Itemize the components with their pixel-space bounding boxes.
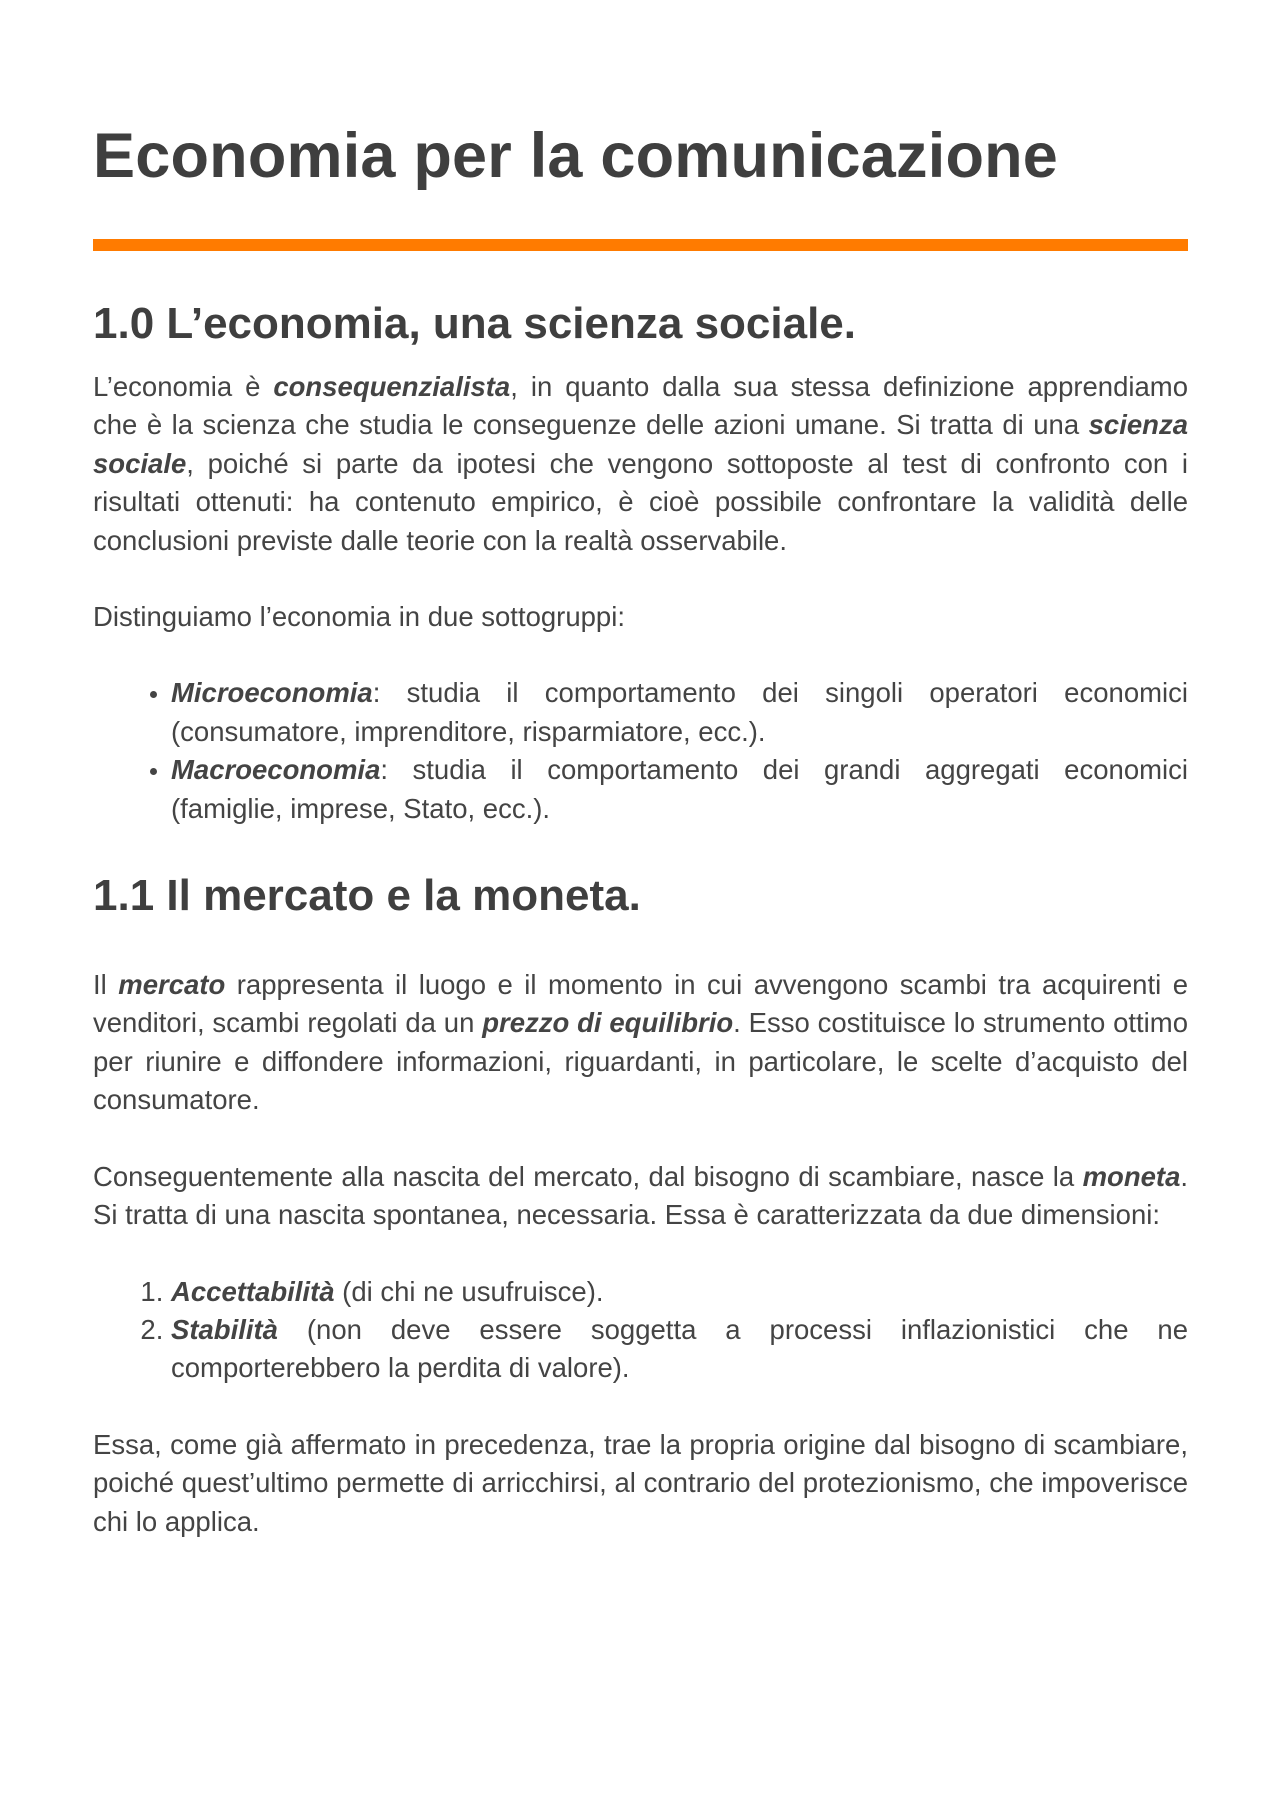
list-item-text: : studia il comportamento dei singoli operatori economici (consumatore, imprenditore, risparmiatore, ecc.). — [171, 677, 1188, 747]
emphasis-term: Accettabilità — [171, 1275, 335, 1307]
list-item-macroeconomia — [171, 751, 1188, 828]
text-segment: Conseguentemente alla nascita del mercato, dal bisogno di scambiare, nasce la — [93, 1160, 1083, 1192]
bullet-list-sottogruppi — [93, 674, 1188, 828]
emphasis-term: consequenzialista — [273, 371, 511, 402]
text-segment: . Esso costituisce lo strumento ottimo per riunire e diffondere informazioni, riguardanti, in particolare, le scelte d’acquisto del consumatore. — [93, 1007, 1188, 1116]
text-segment: Il — [93, 969, 119, 1001]
emphasis-term: prezzo di equilibrio — [482, 1007, 734, 1039]
document-title: Economia per la comunicazione — [93, 121, 1059, 191]
emphasis-term: moneta — [1082, 1160, 1181, 1192]
paragraph-moneta — [93, 1158, 1188, 1235]
text-segment: rappresenta il luogo e il momento in cui avvengono scambi tra acquirenti e venditori, scambi regolati da un — [93, 969, 1188, 1039]
list-item-accettabilita — [171, 1273, 1188, 1311]
paragraph-economia-definizione — [93, 368, 1188, 560]
numbered-list-dimensioni — [93, 1273, 1188, 1388]
emphasis-term: Macroeconomia — [171, 754, 381, 786]
paragraph-sottogruppi: Distinguiamo l’economia in due sottogruppi: — [93, 601, 625, 633]
title-divider — [93, 239, 1188, 251]
emphasis-term: scienza sociale — [93, 409, 1188, 479]
text-segment: , in quanto dalla sua stessa definizione apprendiamo che è la scienza che studia le conseguenze delle azioni umane. Si tratta di una — [93, 371, 1189, 441]
section-heading-1-0: 1.0 L’economia, una scienza sociale. — [93, 299, 856, 348]
text-segment: . Si tratta di una nascita spontanea, necessaria. Essa è caratterizzata da due dimensioni: — [93, 1160, 1188, 1231]
text-segment: , poiché si parte da ipotesi che vengono sottoposte al test di confronto con i risultati ottenuti: ha contenuto empirico, è cioè possibile confrontare la validità delle conclusioni previste dalle teorie con la realtà osservabile. — [93, 447, 1188, 556]
text-segment: L’economia è — [93, 371, 274, 402]
emphasis-term: Microeconomia — [171, 677, 373, 709]
list-item-text: (di chi ne usufruisce). — [334, 1275, 604, 1307]
list-item-microeconomia — [171, 674, 1188, 751]
section-heading-1-1: 1.1 Il mercato e la moneta. — [93, 871, 641, 921]
paragraph-origine-moneta: Essa, come già affermato in precedenza, trae la propria origine dal bisogno di scambiare, poiché quest’ultimo permette di arricchirsi, al contrario del protezionismo, che impoverisce chi lo applica. — [93, 1428, 1188, 1537]
paragraph-mercato — [93, 966, 1188, 1120]
list-item-text: (non deve essere soggetta a processi inflazionistici che ne comporterebbero la perdita di valore). — [171, 1313, 1188, 1384]
emphasis-term: Stabilità — [171, 1313, 278, 1345]
list-item-text: : studia il comportamento dei grandi aggregati economici (famiglie, imprese, Stato, ecc.). — [171, 754, 1188, 824]
list-item-stabilita — [171, 1311, 1188, 1388]
emphasis-term: mercato — [118, 969, 226, 1001]
